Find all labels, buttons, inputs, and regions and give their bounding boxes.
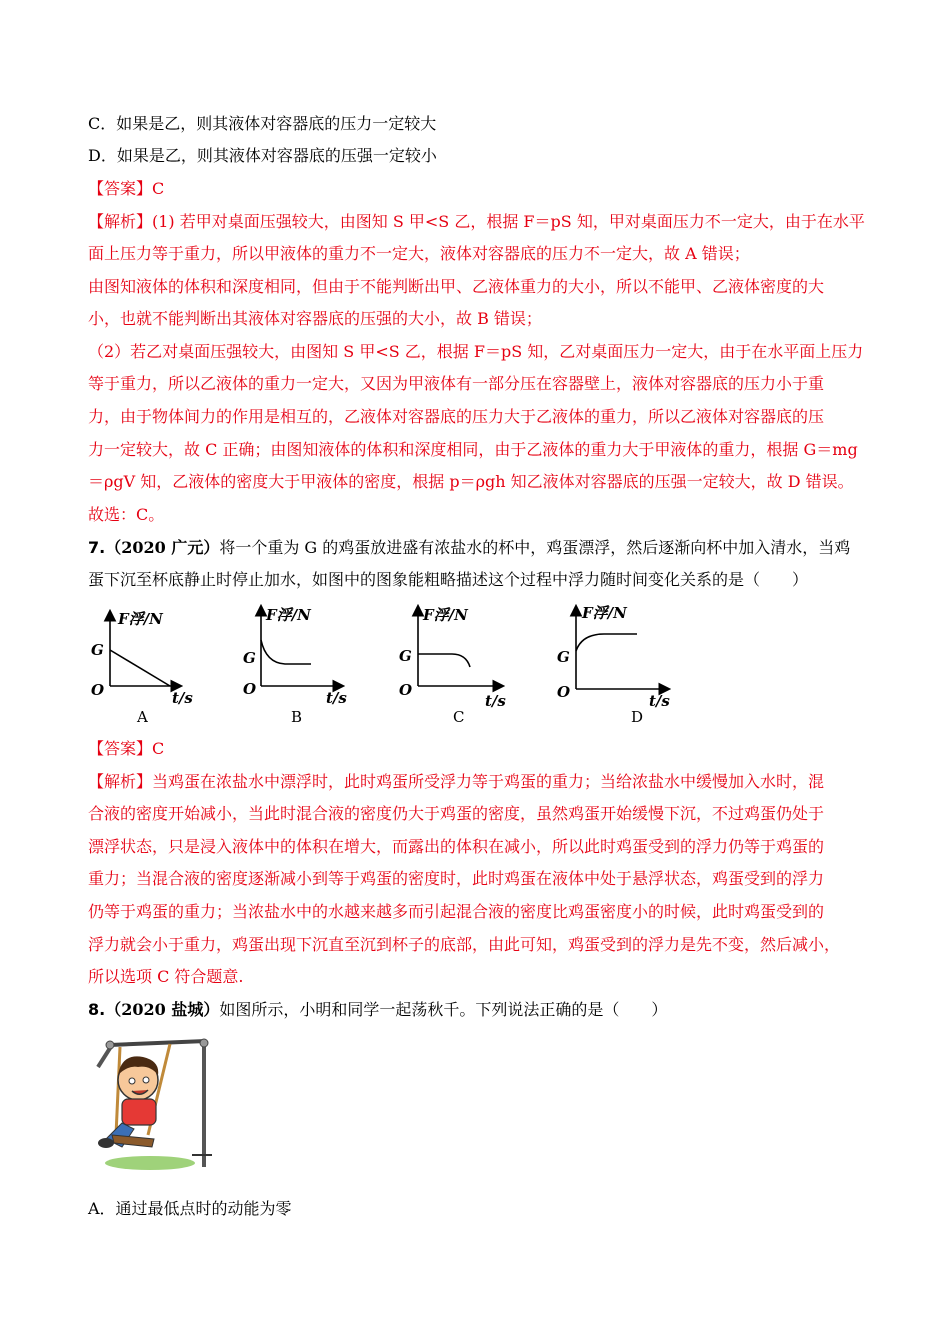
analysis-line: 由图知液体的体积和深度相同，但由于不能判断出甲、乙液体重力的大小，所以不能甲、乙液体密度的大 — [88, 277, 825, 296]
curve-d — [576, 634, 637, 651]
option-label-a: A — [137, 708, 148, 726]
analysis-line: 力一定较大，故 C 正确；由图知液体的体积和深度相同，由于乙液体的重力大于甲液体的重力，根据 G＝mg — [88, 440, 858, 459]
question-text: 将一个重为 G 的鸡蛋放进盛有浓盐水的杯中，鸡蛋漂浮，然后逐渐向杯中加入清水，当鸡 — [219, 538, 851, 557]
g-label: G — [243, 649, 256, 667]
question-number: 7. — [88, 538, 106, 557]
question-source: （2020 盐城） — [105, 1000, 220, 1019]
swing-illustration — [88, 1035, 218, 1175]
analysis-line: 【解析】(1) 若甲对桌面压强较大，由图知 S 甲<S 乙，根据 F＝pS 知，甲对桌面压力不一定大，由于在水平 — [88, 212, 865, 231]
option-d-text: D．如果是乙，则其液体对容器底的压强一定较小 — [88, 146, 437, 165]
analysis-line: 漂浮状态，只是浸入液体中的体积在增大，而露出的体积在减小，所以此时鸡蛋受到的浮力仍等于鸡蛋的 — [88, 837, 825, 856]
x-axis-label: t/s — [485, 692, 506, 710]
question-7-line — [88, 538, 850, 558]
analysis-line: ＝ρgV 知，乙液体的密度大于甲液体的密度，根据 p＝ρgh 知乙液体对容器底的压强一定较大，故 D 错误。 — [88, 472, 854, 491]
x-axis-label: t/s — [649, 692, 670, 710]
question-7-line-2: 蛋下沉至杯底静止时停止加水，如图中的图象能粗略描述这个过程中浮力随时间变化关系的是（ ） — [88, 570, 809, 589]
graph-c — [399, 606, 506, 726]
graph-b — [243, 606, 347, 726]
analysis-line: 小，也就不能判断出其液体对容器底的压强的大小，故 B 错误； — [88, 309, 542, 328]
conclusion-line: 故选：C。 — [88, 505, 165, 524]
grass — [105, 1156, 195, 1170]
analysis-line: 【解析】当鸡蛋在浓盐水中漂浮时，此时鸡蛋所受浮力等于鸡蛋的重力；当给浓盐水中缓慢加入水时，混 — [88, 772, 825, 791]
analysis-line: 等于重力，所以乙液体的重力一定大，又因为甲液体有一部分压在容器壁上，液体对容器底的压力小于重 — [88, 374, 825, 393]
analysis-line: 重力；当混合液的密度逐渐减小到等于鸡蛋的密度时，此时鸡蛋在液体中处于悬浮状态，鸡蛋受到的浮力 — [88, 869, 825, 888]
graph-a — [91, 610, 193, 726]
y-axis-label: F浮/N — [266, 606, 311, 624]
question-source: （2020 广元） — [105, 538, 220, 557]
g-label: G — [399, 647, 412, 665]
g-label: G — [91, 641, 104, 659]
analysis-line: （2）若乙对桌面压强较大，由图知 S 甲<S 乙，根据 F＝pS 知，乙对桌面压力一定大，由于在水平面上压力 — [88, 342, 864, 361]
curve-b — [261, 640, 311, 664]
y-axis-label: F浮/N — [423, 606, 468, 624]
option-a-text: A．通过最低点时的动能为零 — [88, 1199, 292, 1218]
child-shirt — [122, 1099, 156, 1125]
curve-a — [110, 650, 170, 686]
conclusion-line: 所以选项 C 符合题意. — [88, 967, 244, 986]
answer-label: 【答案】C — [88, 739, 165, 758]
x-axis-label: t/s — [326, 689, 347, 707]
question-8-line — [88, 1000, 667, 1020]
y-axis-label: F浮/N — [582, 604, 627, 622]
question-number: 8. — [88, 1000, 106, 1019]
x-axis-label: t/s — [172, 689, 193, 707]
option-label-b: B — [291, 708, 303, 726]
origin-label: O — [399, 681, 413, 699]
curve-c — [418, 654, 470, 667]
g-label: G — [557, 648, 570, 666]
analysis-line: 仍等于鸡蛋的重力；当浓盐水中的水越来越多而引起混合液的密度比鸡蛋密度小的时候，此时鸡蛋受到的 — [88, 902, 825, 921]
option-label-c: C — [453, 708, 465, 726]
analysis-line: 力，由于物体间力的作用是相互的，乙液体对容器底的压力大于乙液体的重力，所以乙液体对容器底的压 — [88, 407, 825, 426]
swing-frame-top — [110, 1041, 206, 1045]
option-label-d: D — [631, 708, 644, 726]
origin-label: O — [243, 680, 257, 698]
answer-label: 【答案】C — [88, 179, 165, 198]
graph-d — [557, 604, 670, 726]
analysis-line: 合液的密度开始减小，当此时混合液的密度仍大于鸡蛋的密度，虽然鸡蛋开始缓慢下沉，不过鸡蛋仍处于 — [88, 804, 825, 823]
rope — [116, 1047, 120, 1135]
analysis-line: 浮力就会小于重力，鸡蛋出现下沉直至沉到杯子的底部，由此可知，鸡蛋受到的浮力是先不变，然后减小， — [88, 935, 841, 954]
question-text: 如图所示，小明和同学一起荡秋千。下列说法正确的是（ ） — [219, 1000, 668, 1019]
option-c-text: C．如果是乙，则其液体对容器底的压力一定较大 — [88, 114, 437, 133]
y-axis-label: F浮/N — [118, 610, 163, 628]
analysis-line: 面上压力等于重力，所以甲液体的重力不一定大，液体对容器底的压力不一定大，故 A 错误； — [88, 244, 750, 263]
origin-label: O — [91, 681, 105, 699]
origin-label: O — [557, 683, 571, 701]
